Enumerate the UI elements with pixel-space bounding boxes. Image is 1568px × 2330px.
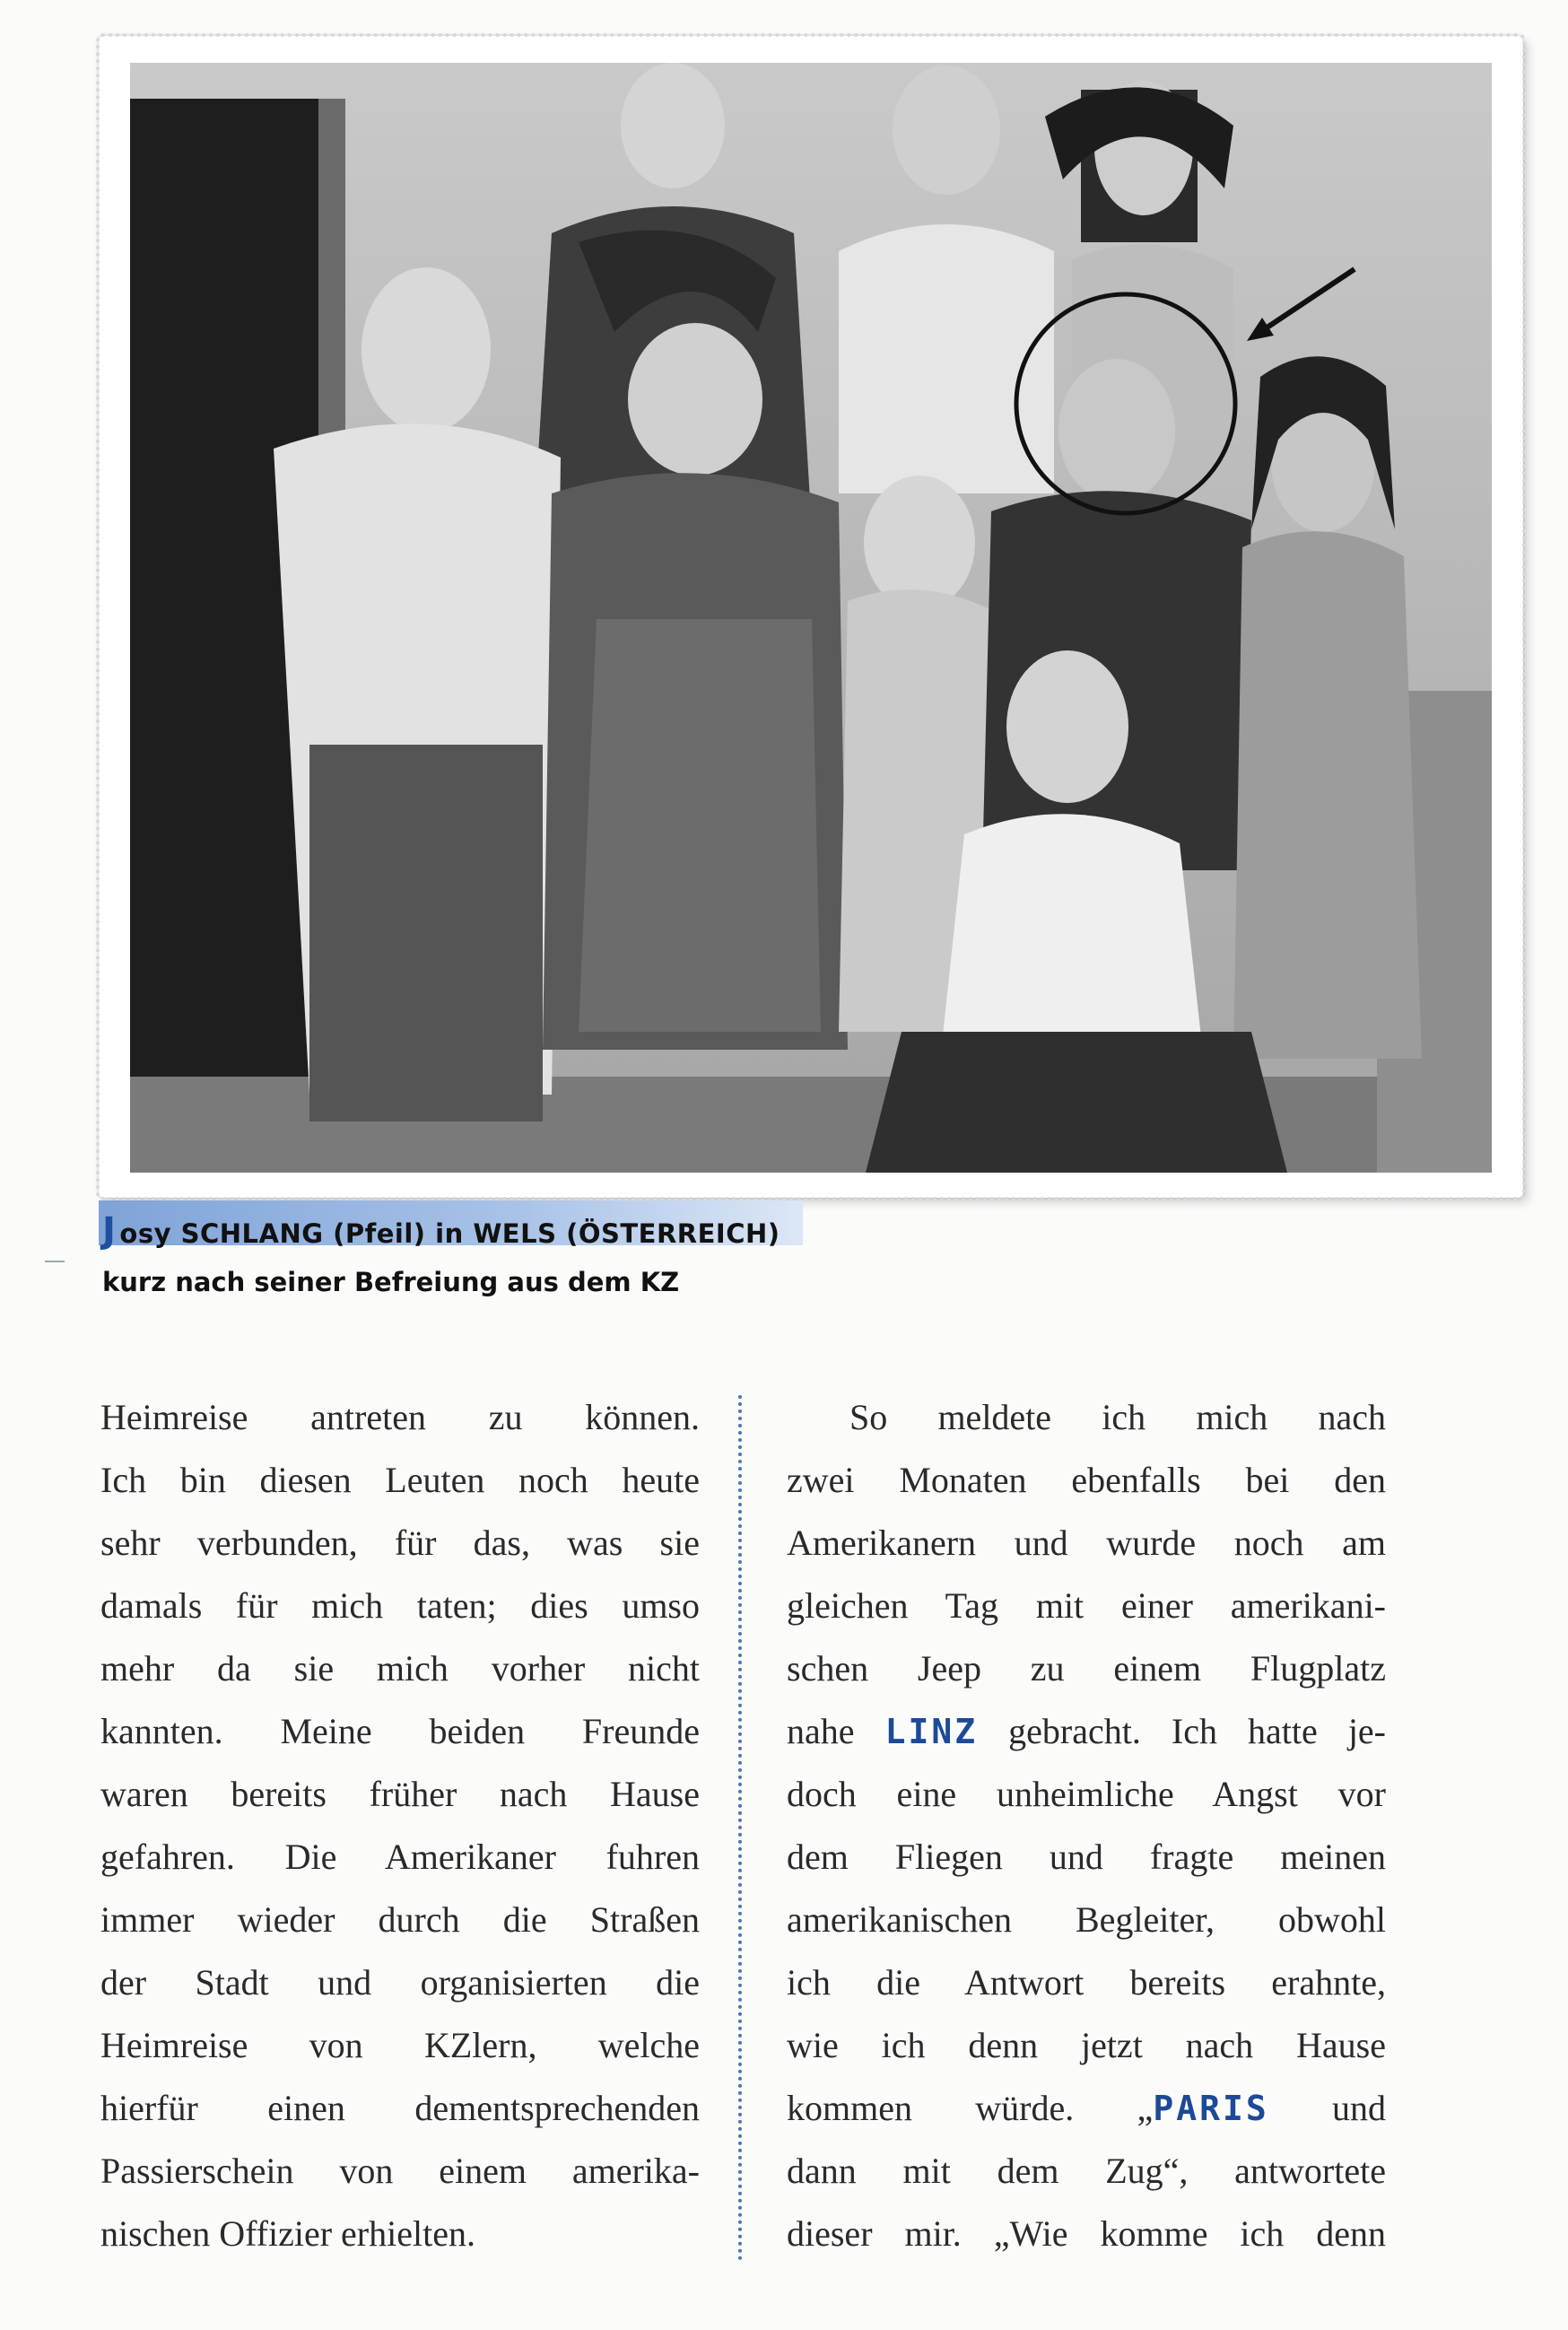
right-line-13: dann mit dem Zug“, antwortete: [787, 2151, 1386, 2191]
right-line-8: dem Fliegen und fragte meinen: [787, 1837, 1386, 1877]
left-line-7: waren bereits früher nach Hause: [100, 1774, 700, 1814]
caption-initial: J: [102, 1210, 117, 1252]
right-line-6: [787, 1700, 1386, 1763]
column-divider: [738, 1395, 742, 2261]
right-line-11: wie ich denn jetzt nach Hause: [787, 2025, 1386, 2065]
right-line-5: schen Jeep zu einem Flugplatz: [787, 1648, 1386, 1689]
right-column: [787, 1386, 1386, 2265]
left-line-6: kannten. Meine beiden Freunde: [100, 1711, 700, 1751]
right-line-6-post: gebracht. Ich hatte je-: [1008, 1711, 1387, 1751]
left-line-13: Passierschein von einem amerika-: [100, 2151, 700, 2191]
left-line-4: damals für mich taten; dies umso: [100, 1585, 700, 1626]
group-photo: [130, 63, 1492, 1173]
right-line-14: dieser mir. „Wie komme ich denn: [787, 2213, 1386, 2254]
right-line-12-pre: kommen würde. „: [787, 2088, 1154, 2128]
left-line-3: sehr verbunden, für das, was sie: [100, 1523, 700, 1563]
right-line-12: [787, 2077, 1386, 2140]
right-line-6-pre: nahe: [787, 1711, 855, 1751]
place-linz: LINZ: [884, 1712, 979, 1751]
margin-mark: [45, 1261, 65, 1262]
left-line-12: hierfür einen dementsprechenden: [100, 2088, 700, 2128]
left-line-9: immer wieder durch die Straßen: [100, 1899, 700, 1940]
left-line-1: Heimreise antreten zu können.: [100, 1397, 700, 1437]
left-line-14: nischen Offizier erhielten.: [100, 2213, 475, 2254]
photo-caption: [102, 1207, 780, 1306]
left-line-2: Ich bin diesen Leuten noch heute: [100, 1460, 700, 1500]
right-line-4: gleichen Tag mit einer amerikani-: [787, 1585, 1386, 1626]
left-column: [100, 1386, 700, 2265]
group-photo-illustration: [130, 63, 1492, 1173]
right-line-7: doch eine unheimliche Angst vor: [787, 1774, 1386, 1814]
photo-frame: [99, 36, 1523, 1198]
right-line-9: amerikanischen Begleiter, obwohl: [787, 1899, 1386, 1940]
right-line-12-post: und: [1332, 2088, 1387, 2128]
left-line-10: der Stadt und organisierten die: [100, 1962, 700, 2003]
left-line-8: gefahren. Die Amerikaner fuhren: [100, 1837, 700, 1877]
right-line-1: So meldete ich mich nach: [849, 1397, 1386, 1437]
right-line-2: zwei Monaten ebenfalls bei den: [787, 1460, 1386, 1500]
place-paris: PARIS: [1153, 2089, 1269, 2128]
left-line-5: mehr da sie mich vorher nicht: [100, 1648, 700, 1689]
caption-line-1: [102, 1207, 780, 1258]
right-line-3: Amerikanern und wurde noch am: [787, 1523, 1386, 1563]
left-line-11: Heimreise von KZlern, welche: [100, 2025, 700, 2065]
right-line-10: ich die Antwort bereits erahnte,: [787, 1962, 1386, 2003]
caption-line-2: kurz nach seiner Befreiung aus dem KZ: [102, 1267, 680, 1297]
caption-line-1-text: osy SCHLANG (Pfeil) in WELS (ÖSTERREICH): [119, 1218, 780, 1249]
